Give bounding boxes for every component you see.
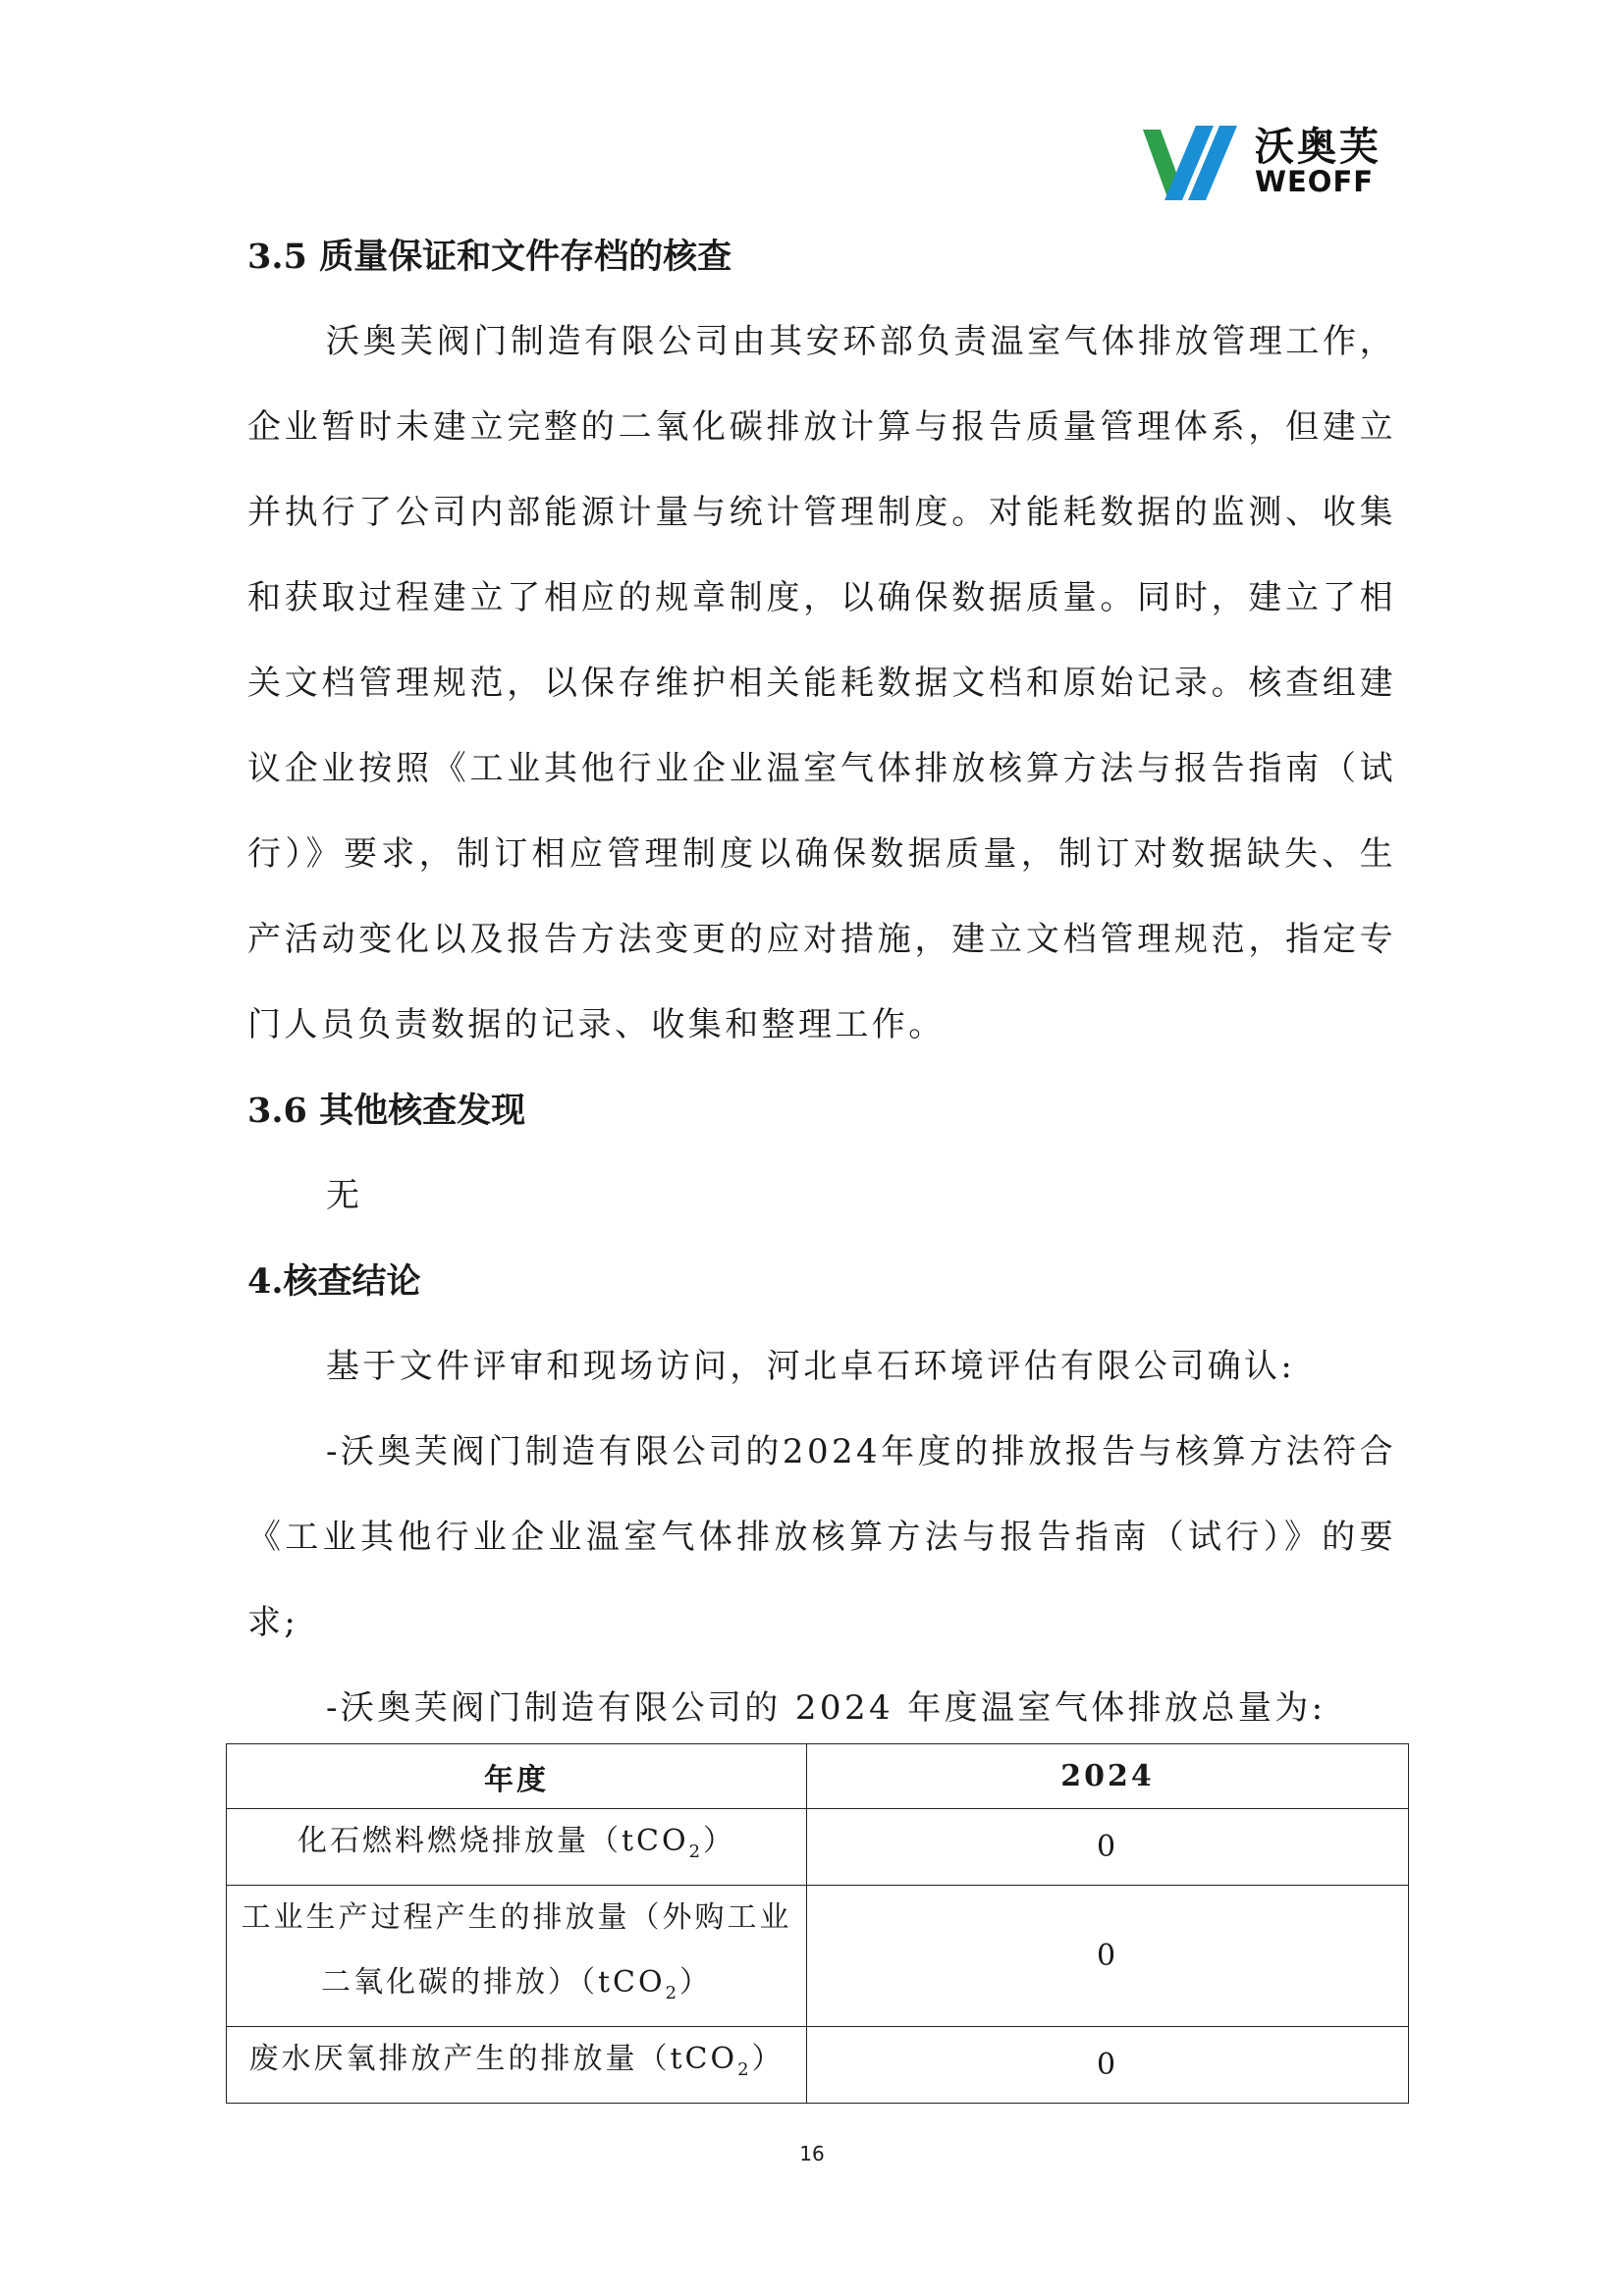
page-number: 16 <box>799 2142 825 2165</box>
emissions-table <box>226 1743 1409 2104</box>
table-row <box>227 1886 1409 2027</box>
table-row-label: 废水厌氧排放产生的排放量（tCO$_2$） <box>227 2027 807 2104</box>
table-row-label: 工业生产过程产生的排放量（外购工业 二氧化碳的排放）（tCO$_2$） <box>227 1886 807 2027</box>
table-row-value: 0 <box>807 1809 1409 1886</box>
company-logo <box>1139 116 1394 204</box>
section-3-6-paragraph: 无 <box>326 1176 363 1215</box>
table-row-value: 0 <box>807 2027 1409 2104</box>
document-body <box>247 214 1396 1751</box>
section-3-5-paragraph: 沃奥芙阀门制造有限公司由其安环部负责温室气体排放管理工作，企业暂时未建立完整的二氧化碳排放计算与报告质量管理体系，但建立并执行了公司内部能源计量与统计管理制度。对能耗数据的监测、收集和获取过程建立了相应的规章制度，以确保数据质量。同时，建立了相关文档管理规范，以保存维护相关能耗数据文档和原始记录。核查组建议企业按照《工业其他行业企业温室气体排放核算方法与报告指南（试行）》要求，制订相应管理制度以确保数据质量，制订对数据缺失、生产活动变化以及报告方法变更的应对措施，建立文档管理规范，指定专门人员负责数据的记录、收集和整理工作。 <box>247 322 1396 1044</box>
section-3-6-heading: 3.6 其他核查发现 <box>247 1091 526 1131</box>
table-header-year: 年度 <box>227 1744 807 1809</box>
section-4-heading: 4.核查结论 <box>247 1261 421 1302</box>
section-3-5-heading: 3.5 质量保证和文件存档的核查 <box>247 237 732 277</box>
table-header-row <box>227 1744 1409 1809</box>
table-row-label: 化石燃料燃烧排放量（tCO$_2$） <box>227 1809 807 1886</box>
conclusion-intro: 基于文件评审和现场访问，河北卓石环境评估有限公司确认: <box>326 1347 1296 1386</box>
table-header-2024: 2024 <box>807 1744 1409 1809</box>
table-row <box>227 2027 1409 2104</box>
table-row-value: 0 <box>807 1886 1409 2027</box>
conclusion-item-1: -沃奥芙阀门制造有限公司的2024年度的排放报告与核算方法符合《工业其他行业企业温室气体排放核算方法与报告指南（试行）》的要求; <box>247 1432 1396 1642</box>
weoff-logo-icon <box>1139 116 1247 204</box>
logo-english-text: WEOFF <box>1255 165 1375 198</box>
logo-chinese-text: 沃奥芙 <box>1255 125 1381 170</box>
conclusion-item-2: -沃奥芙阀门制造有限公司的 2024 年度温室气体排放总量为: <box>326 1688 1326 1728</box>
table-row <box>227 1809 1409 1886</box>
